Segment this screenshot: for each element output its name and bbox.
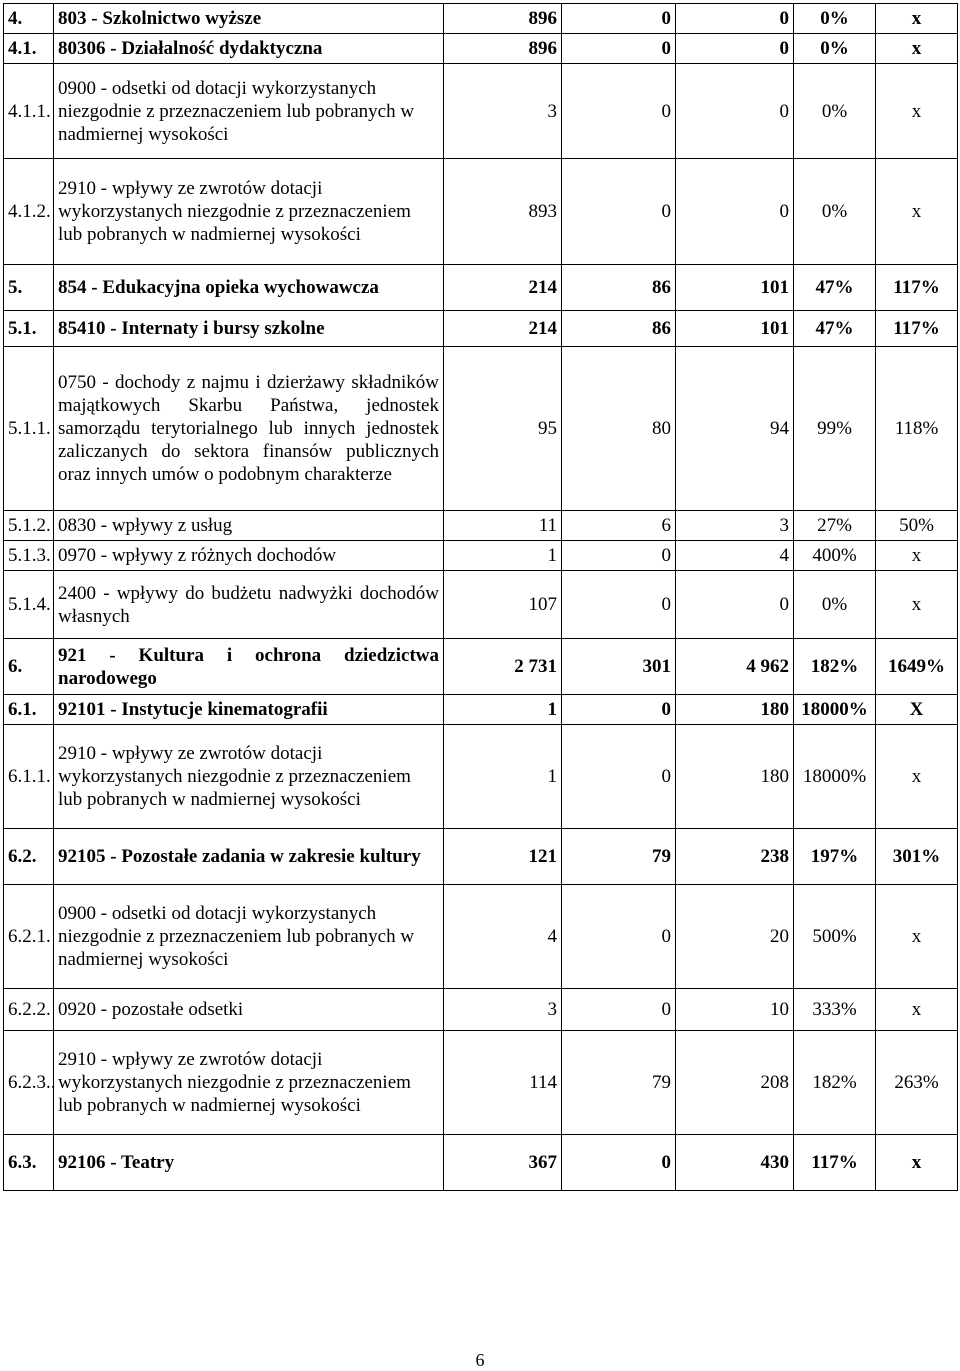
row-description: 0830 - wpływy z usług bbox=[54, 511, 444, 541]
row-description: 921 - Kultura i ochrona dziedzictwa narodowego bbox=[54, 639, 444, 695]
row-code: 5.1.1. bbox=[4, 347, 54, 511]
row-percent-1: 0% bbox=[794, 64, 876, 159]
row-value-1: 95 bbox=[444, 347, 562, 511]
row-code: 4.1.1. bbox=[4, 64, 54, 159]
row-description: 92101 - Instytucje kinematografii bbox=[54, 695, 444, 725]
row-code: 6.2. bbox=[4, 829, 54, 885]
row-value-3: 0 bbox=[676, 34, 794, 64]
table-row bbox=[4, 159, 958, 265]
row-value-2: 0 bbox=[562, 571, 676, 639]
row-description: 80306 - Działalność dydaktyczna bbox=[54, 34, 444, 64]
row-percent-1: 0% bbox=[794, 159, 876, 265]
table-row bbox=[4, 725, 958, 829]
row-percent-1: 182% bbox=[794, 639, 876, 695]
row-percent-2: 50% bbox=[876, 511, 958, 541]
row-value-2: 0 bbox=[562, 695, 676, 725]
row-value-3: 0 bbox=[676, 571, 794, 639]
row-code: 5.1. bbox=[4, 311, 54, 347]
row-value-1: 11 bbox=[444, 511, 562, 541]
row-percent-1: 0% bbox=[794, 34, 876, 64]
row-code: 5. bbox=[4, 265, 54, 311]
row-percent-2: x bbox=[876, 885, 958, 989]
row-value-2: 0 bbox=[562, 1135, 676, 1191]
table-row bbox=[4, 511, 958, 541]
row-code: 6.1.1. bbox=[4, 725, 54, 829]
row-percent-1: 99% bbox=[794, 347, 876, 511]
row-value-3: 4 bbox=[676, 541, 794, 571]
row-value-2: 0 bbox=[562, 64, 676, 159]
row-percent-2: X bbox=[876, 695, 958, 725]
row-value-2: 0 bbox=[562, 885, 676, 989]
row-percent-2: x bbox=[876, 571, 958, 639]
row-description: 0920 - pozostałe odsetki bbox=[54, 989, 444, 1031]
row-percent-2: 1649% bbox=[876, 639, 958, 695]
row-value-1: 107 bbox=[444, 571, 562, 639]
row-description: 2910 - wpływy ze zwrotów dotacji wykorzystanych niezgodnie z przeznaczeniem lub pobranych w nadmiernej wysokości bbox=[54, 725, 444, 829]
table-row bbox=[4, 639, 958, 695]
table-row bbox=[4, 989, 958, 1031]
row-value-1: 2 731 bbox=[444, 639, 562, 695]
row-description: 0750 - dochody z najmu i dzierżawy składników majątkowych Skarbu Państwa, jednostek samorządu terytorialnego lub innych jednostek zaliczanych do sektora finansów publicznych oraz innych umów o podobnym charakterze bbox=[54, 347, 444, 511]
row-description: 0900 - odsetki od dotacji wykorzystanych niezgodnie z przeznaczeniem lub pobranych w nadmiernej wysokości bbox=[54, 64, 444, 159]
row-code: 6.3. bbox=[4, 1135, 54, 1191]
row-value-2: 0 bbox=[562, 34, 676, 64]
row-description: 92105 - Pozostałe zadania w zakresie kultury bbox=[54, 829, 444, 885]
row-percent-2: 118% bbox=[876, 347, 958, 511]
row-percent-2: x bbox=[876, 159, 958, 265]
row-value-3: 3 bbox=[676, 511, 794, 541]
row-value-3: 238 bbox=[676, 829, 794, 885]
row-description: 2910 - wpływy ze zwrotów dotacji wykorzystanych niezgodnie z przeznaczeniem lub pobranych w nadmiernej wysokości bbox=[54, 159, 444, 265]
row-code: 5.1.3. bbox=[4, 541, 54, 571]
row-percent-2: x bbox=[876, 725, 958, 829]
table-row bbox=[4, 347, 958, 511]
row-value-2: 86 bbox=[562, 311, 676, 347]
row-code: 6.1. bbox=[4, 695, 54, 725]
row-percent-2: 117% bbox=[876, 311, 958, 347]
row-value-3: 0 bbox=[676, 159, 794, 265]
row-percent-1: 18000% bbox=[794, 725, 876, 829]
row-value-2: 0 bbox=[562, 159, 676, 265]
row-value-2: 0 bbox=[562, 4, 676, 34]
row-percent-1: 500% bbox=[794, 885, 876, 989]
row-value-2: 0 bbox=[562, 541, 676, 571]
page-number: 6 bbox=[475, 1350, 485, 1370]
row-value-1: 114 bbox=[444, 1031, 562, 1135]
row-code: 4.1. bbox=[4, 34, 54, 64]
row-value-1: 3 bbox=[444, 64, 562, 159]
row-value-3: 20 bbox=[676, 885, 794, 989]
row-value-3: 10 bbox=[676, 989, 794, 1031]
row-percent-2: 263% bbox=[876, 1031, 958, 1135]
row-value-3: 0 bbox=[676, 64, 794, 159]
row-value-3: 180 bbox=[676, 695, 794, 725]
row-value-3: 94 bbox=[676, 347, 794, 511]
row-value-2: 6 bbox=[562, 511, 676, 541]
row-percent-1: 47% bbox=[794, 311, 876, 347]
row-value-2: 86 bbox=[562, 265, 676, 311]
table-row bbox=[4, 311, 958, 347]
table-row bbox=[4, 885, 958, 989]
row-value-1: 214 bbox=[444, 311, 562, 347]
table-row bbox=[4, 265, 958, 311]
table-row bbox=[4, 1031, 958, 1135]
table-row bbox=[4, 4, 958, 34]
row-value-1: 3 bbox=[444, 989, 562, 1031]
table-row bbox=[4, 695, 958, 725]
row-value-3: 0 bbox=[676, 4, 794, 34]
row-percent-1: 18000% bbox=[794, 695, 876, 725]
row-value-1: 1 bbox=[444, 695, 562, 725]
row-value-3: 101 bbox=[676, 311, 794, 347]
row-description: 0900 - odsetki od dotacji wykorzystanych niezgodnie z przeznaczeniem lub pobranych w nadmiernej wysokości bbox=[54, 885, 444, 989]
row-description: 2400 - wpływy do budżetu nadwyżki dochodów własnych bbox=[54, 571, 444, 639]
row-value-1: 1 bbox=[444, 541, 562, 571]
row-code: 6.2.3.. bbox=[4, 1031, 54, 1135]
row-percent-1: 27% bbox=[794, 511, 876, 541]
row-percent-2: x bbox=[876, 34, 958, 64]
row-value-1: 896 bbox=[444, 34, 562, 64]
row-percent-2: 117% bbox=[876, 265, 958, 311]
row-value-1: 896 bbox=[444, 4, 562, 34]
row-percent-2: x bbox=[876, 989, 958, 1031]
row-percent-1: 47% bbox=[794, 265, 876, 311]
row-value-3: 208 bbox=[676, 1031, 794, 1135]
row-percent-1: 117% bbox=[794, 1135, 876, 1191]
row-description: 803 - Szkolnictwo wyższe bbox=[54, 4, 444, 34]
table-row bbox=[4, 571, 958, 639]
row-value-1: 4 bbox=[444, 885, 562, 989]
row-value-1: 214 bbox=[444, 265, 562, 311]
budget-table bbox=[3, 3, 958, 1191]
row-value-2: 79 bbox=[562, 829, 676, 885]
row-value-2: 80 bbox=[562, 347, 676, 511]
row-value-1: 121 bbox=[444, 829, 562, 885]
row-percent-1: 182% bbox=[794, 1031, 876, 1135]
row-percent-2: x bbox=[876, 64, 958, 159]
row-description: 85410 - Internaty i bursy szkolne bbox=[54, 311, 444, 347]
row-percent-2: x bbox=[876, 541, 958, 571]
row-percent-1: 333% bbox=[794, 989, 876, 1031]
row-value-2: 301 bbox=[562, 639, 676, 695]
row-description: 0970 - wpływy z różnych dochodów bbox=[54, 541, 444, 571]
row-code: 5.1.2. bbox=[4, 511, 54, 541]
row-description: 854 - Edukacyjna opieka wychowawcza bbox=[54, 265, 444, 311]
row-code: 5.1.4. bbox=[4, 571, 54, 639]
row-code: 6.2.1. bbox=[4, 885, 54, 989]
table-row bbox=[4, 829, 958, 885]
row-description: 2910 - wpływy ze zwrotów dotacji wykorzystanych niezgodnie z przeznaczeniem lub pobranych w nadmiernej wysokości bbox=[54, 1031, 444, 1135]
row-value-3: 4 962 bbox=[676, 639, 794, 695]
row-code: 4.1.2. bbox=[4, 159, 54, 265]
row-value-2: 0 bbox=[562, 725, 676, 829]
row-value-1: 1 bbox=[444, 725, 562, 829]
row-value-3: 101 bbox=[676, 265, 794, 311]
row-percent-2: x bbox=[876, 1135, 958, 1191]
row-percent-1: 0% bbox=[794, 571, 876, 639]
table-row bbox=[4, 541, 958, 571]
row-value-1: 893 bbox=[444, 159, 562, 265]
row-code: 6. bbox=[4, 639, 54, 695]
row-code: 4. bbox=[4, 4, 54, 34]
table-row bbox=[4, 34, 958, 64]
row-description: 92106 - Teatry bbox=[54, 1135, 444, 1191]
table-row bbox=[4, 64, 958, 159]
table-row bbox=[4, 1135, 958, 1191]
row-value-2: 0 bbox=[562, 989, 676, 1031]
row-value-2: 79 bbox=[562, 1031, 676, 1135]
row-value-3: 430 bbox=[676, 1135, 794, 1191]
row-value-3: 180 bbox=[676, 725, 794, 829]
row-percent-2: x bbox=[876, 4, 958, 34]
row-percent-1: 400% bbox=[794, 541, 876, 571]
row-code: 6.2.2. bbox=[4, 989, 54, 1031]
row-percent-1: 0% bbox=[794, 4, 876, 34]
row-percent-1: 197% bbox=[794, 829, 876, 885]
row-value-1: 367 bbox=[444, 1135, 562, 1191]
row-percent-2: 301% bbox=[876, 829, 958, 885]
